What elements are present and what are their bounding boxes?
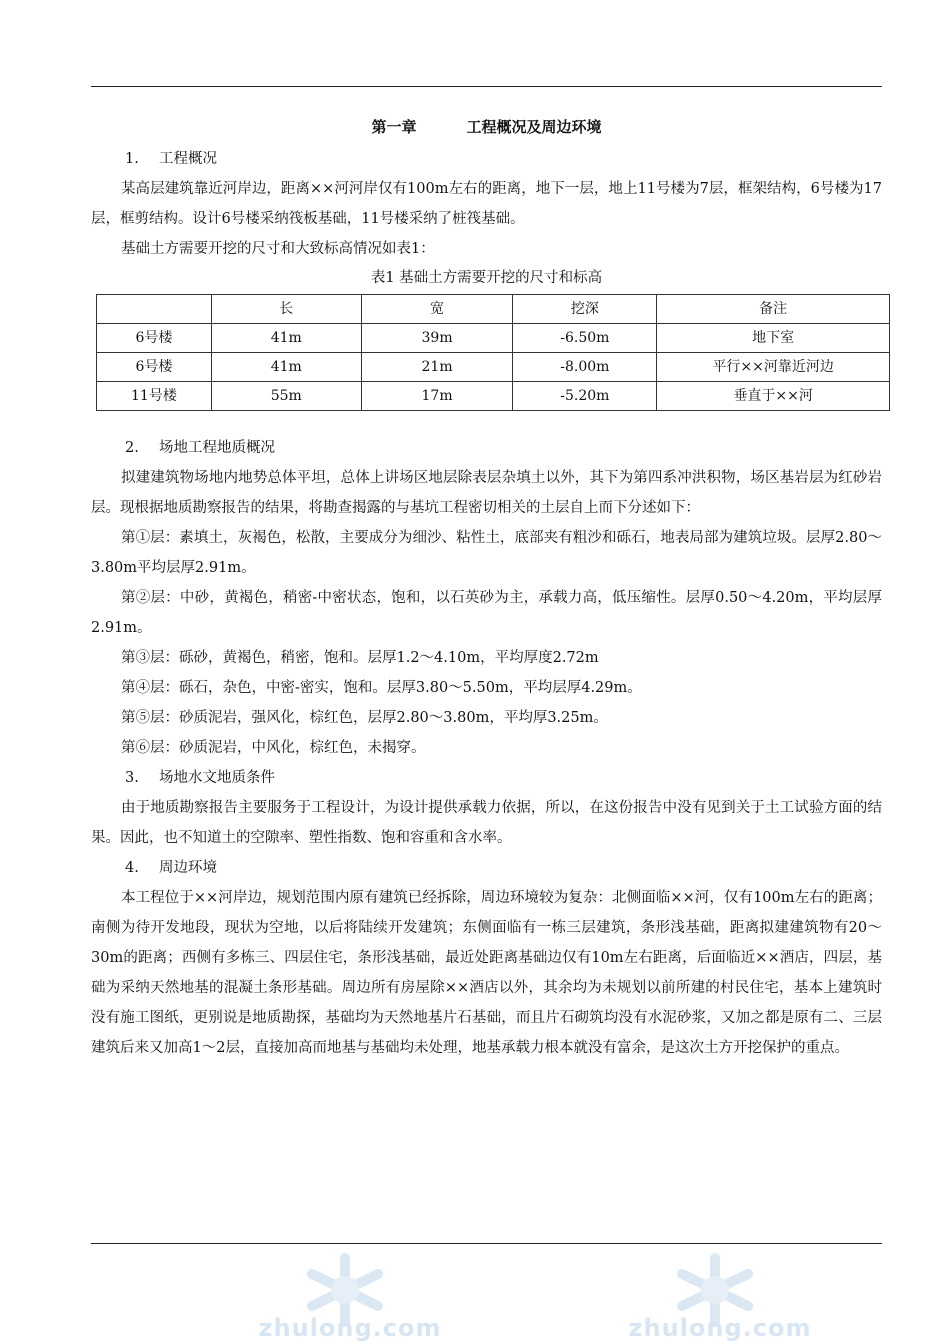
section-title: 工程概况 [159,151,217,167]
table-header-cell: 宽 [361,295,513,324]
table-cell: 11号楼 [97,382,212,411]
table-cell: 39m [361,324,513,353]
paragraph: 由于地质勘察报告主要服务于工程设计，为设计提供承载力依据，所以，在这份报告中没有见到关于土工试验方面的结果。因此，也不知道土的空隙率、塑性指数、饱和容重和含水率。 [91,800,882,846]
paragraph: 基础土方需要开挖的尺寸和大致标高情况如表1： [121,241,435,257]
paragraph: 第④层：砾石，杂色，中密-密实，饱和。层厚3.80～5.50m，平均层厚4.29m。 [121,680,642,696]
footer-rule [91,1243,882,1244]
section-heading [91,433,882,463]
table-caption: 表1 基础土方需要开挖的尺寸和标高 [370,270,603,286]
section-heading [91,853,882,883]
table-header-cell [97,295,212,324]
paragraph: 第⑥层：砂质泥岩，中风化，棕红色，未揭穿。 [121,740,426,756]
section-heading [91,763,882,793]
table-cell: 6号楼 [97,324,212,353]
section-title: 场地工程地质概况 [159,440,275,456]
table-row [97,324,890,353]
table-cell: 平行××河靠近河边 [657,353,890,382]
paragraph: 第⑤层：砂质泥岩，强风化，棕红色，层厚2.80～3.80m，平均厚3.25m。 [121,710,608,726]
chapter-heading: 工程概况及周边环境 [466,118,602,136]
table-header-cell: 挖深 [513,295,657,324]
paragraph: 第②层：中砂，黄褐色，稍密-中密状态，饱和，以石英砂为主，承载力高，低压缩性。层厚0.50～4.20m，平均层厚2.91m。 [91,590,882,636]
paragraph: 第①层：素填土，灰褐色，松散，主要成分为细沙、粘性土，底部夹有粗沙和砾石，地表局部为建筑垃圾。层厚2.80～3.80m平均层厚2.91m。 [91,530,882,576]
header-rule [91,86,882,87]
table-header-row [97,295,890,324]
watermark [250,1250,450,1344]
table-cell: -5.20m [513,382,657,411]
table-cell: 41m [211,324,361,353]
paragraph: 第③层：砾砂，黄褐色，稍密，饱和。层厚1.2～4.10m，平均厚度2.72m [121,650,599,666]
watermark-text: zhulong.com [258,1314,442,1342]
table-row [97,353,890,382]
paragraph: 拟建建筑物场地内地势总体平坦，总体上讲场区地层除表层杂填土以外，其下为第四系冲洪积物，场区基岩层为红砂岩层。现根据地质勘察报告的结果，将勘查揭露的与基坑工程密切相关的土层自上而下分述如下： [91,470,882,516]
table-cell: 17m [361,382,513,411]
section-title: 周边环境 [159,860,217,876]
watermark [620,1250,820,1344]
table-header-cell: 备注 [657,295,890,324]
table-row [97,382,890,411]
section-number: 2. [125,440,139,456]
paragraph: 本工程位于××河岸边，规划范围内原有建筑已经拆除，周边环境较为复杂：北侧面临××河，仅有100m左右的距离；南侧为待开发地段，现状为空地，以后将陆续开发建筑；东侧面临有一栋三层建筑，条形浅基础，距离拟建建筑物有20～30m的距离；西侧有多栋三、四层住宅，条形浅基础，最近处距离基础边仅有10m左右距离，后面临近××酒店，四层，基础为采纳天然地基的混凝土条形基础。周边所有房屋除××酒店以外，其余均为未规划以前所建的村民住宅，基本上建筑时没有施工图纸，更别说是地质勘探，基础均为天然地基片石基础，而且片石砌筑均没有水泥砂浆，又加之都是原有二、三层建筑后来又加高1～2层，直接加高而地基与基础均未处理，地基承载力根本就没有富余，是这次土方开挖保护的重点。 [91,890,882,1056]
chapter-title [91,110,882,144]
table-cell: 垂直于××河 [657,382,890,411]
table-header-cell: 长 [211,295,361,324]
chapter-number: 第一章 [371,118,417,136]
section-title: 场地水文地质条件 [159,770,275,786]
table-cell: 21m [361,353,513,382]
paragraph: 某高层建筑靠近河岸边，距离××河河岸仅有100m左右的距离，地下一层，地上11号楼为7层，框架结构，6号楼为17层，框剪结构。设计6号楼采纳筏板基础，11号楼采纳了桩筏基础。 [91,181,882,227]
table-cell: -6.50m [513,324,657,353]
section-heading [91,144,882,174]
watermark-text: zhulong.com [628,1314,812,1342]
section-number: 4. [125,860,139,876]
table-cell: 地下室 [657,324,890,353]
table-cell: -8.00m [513,353,657,382]
table-cell: 6号楼 [97,353,212,382]
excavation-table [96,294,890,411]
section-number: 3. [125,770,139,786]
document-body [91,110,882,1063]
table-cell: 41m [211,353,361,382]
section-number: 1. [125,151,139,167]
table-cell: 55m [211,382,361,411]
